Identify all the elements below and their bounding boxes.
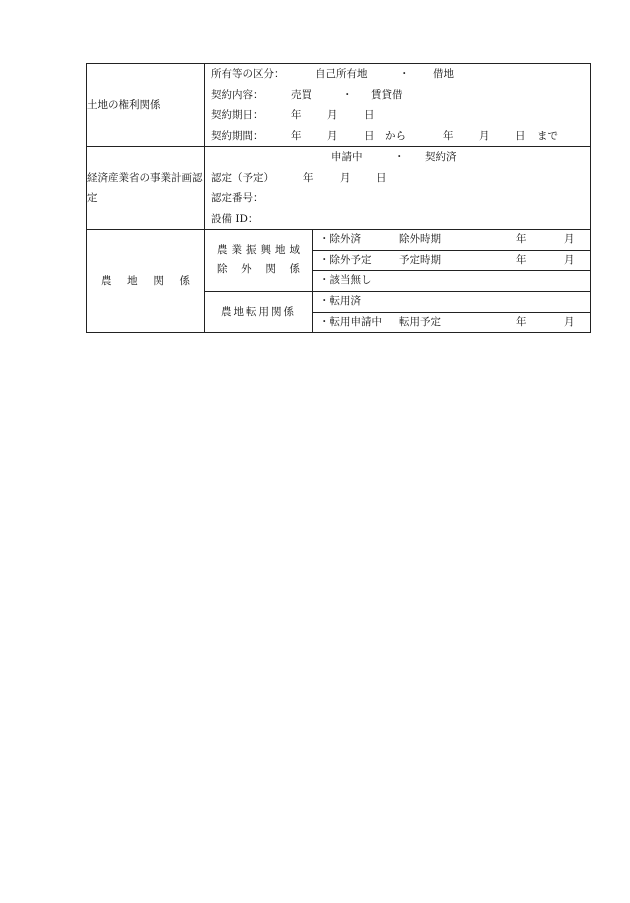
- farmland-label: 農 地 関 係: [101, 274, 190, 287]
- not-applicable-option-cell[interactable]: [313, 271, 591, 292]
- farmland-label-cell: [87, 230, 205, 333]
- conversion-applying-option-cell[interactable]: [313, 312, 591, 333]
- meti-row: [87, 147, 591, 230]
- excluded-option[interactable]: ・除外済: [319, 233, 361, 245]
- meti-equipment-label: 設備 ID：: [211, 212, 259, 225]
- ownership-label: 所有等の区分：: [211, 68, 285, 80]
- excluded-month[interactable]: 月: [564, 233, 575, 245]
- promotion-area-label-cell: [205, 230, 313, 292]
- excluded-year[interactable]: 年: [516, 233, 527, 245]
- period-start-day[interactable]: 日: [364, 129, 375, 142]
- converted-option-cell[interactable]: [313, 291, 591, 312]
- contract-option-rental[interactable]: 賃貸借: [371, 88, 403, 101]
- meti-label: 経済産業省の事業計画認定: [87, 147, 205, 230]
- planned-period-label: 予定時期: [399, 253, 441, 266]
- planned-year[interactable]: 年: [516, 253, 527, 266]
- period-end-day[interactable]: 日: [515, 129, 526, 142]
- contract-period-label: 契約期間：: [211, 129, 264, 142]
- conversion-label-cell: [205, 291, 313, 333]
- conversion-applying-option[interactable]: ・転用申請中: [319, 315, 382, 328]
- meti-status-separator: ・: [394, 151, 405, 163]
- period-end-year[interactable]: 年: [443, 129, 454, 142]
- period-from: から: [385, 129, 406, 142]
- meti-content: [205, 147, 591, 230]
- ownership-option-own[interactable]: 自己所有地: [315, 68, 368, 80]
- ownership-line: [205, 64, 590, 85]
- meti-approval-line: [205, 168, 590, 189]
- land-rights-content: [205, 64, 591, 147]
- conversion-month[interactable]: 月: [564, 315, 575, 328]
- application-form-table: [86, 63, 591, 333]
- contract-date-line: [205, 105, 590, 126]
- land-rights-label: 土地の権利関係: [87, 64, 205, 147]
- meti-number-line[interactable]: [205, 188, 590, 209]
- contract-date-month[interactable]: 月: [327, 109, 338, 121]
- contract-date-day[interactable]: 日: [364, 109, 375, 121]
- ownership-option-lease[interactable]: 借地: [433, 68, 454, 80]
- conversion-period-label: 転用予定: [399, 315, 441, 328]
- meti-approval-month[interactable]: 月: [340, 171, 351, 184]
- promotion-area-label-line2: 除 外 関 係: [217, 263, 300, 276]
- meti-equipment-line[interactable]: [205, 209, 590, 230]
- meti-status-contracted[interactable]: 契約済: [425, 151, 457, 163]
- period-start-year[interactable]: 年: [291, 129, 302, 142]
- conversion-label: 農地転用関係: [221, 306, 296, 319]
- ownership-separator: ・: [399, 68, 410, 80]
- period-end-month[interactable]: 月: [479, 129, 490, 142]
- excluded-period-label: 除外時期: [399, 233, 441, 245]
- contract-separator: ・: [342, 88, 353, 101]
- contract-label: 契約内容：: [211, 88, 264, 101]
- contract-option-sale[interactable]: 売買: [291, 88, 312, 101]
- meti-approval-label: 認定（予定）: [211, 171, 274, 184]
- meti-status-line: [205, 147, 590, 168]
- planned-option-cell[interactable]: [313, 250, 591, 271]
- converted-option[interactable]: ・転用済: [319, 294, 361, 307]
- period-until: まで: [537, 129, 558, 142]
- excluded-option-cell[interactable]: [313, 230, 591, 251]
- planned-month[interactable]: 月: [564, 253, 575, 266]
- planned-exclusion-option[interactable]: ・除外予定: [319, 253, 372, 266]
- meti-number-label: 認定番号：: [211, 192, 264, 204]
- contract-line: [205, 85, 590, 106]
- meti-approval-year[interactable]: 年: [303, 171, 314, 184]
- land-rights-row: [87, 64, 591, 147]
- contract-period-line: [205, 126, 590, 147]
- meti-status-applying[interactable]: 申請中: [331, 151, 363, 163]
- contract-date-label: 契約期日：: [211, 109, 264, 121]
- conversion-year[interactable]: 年: [516, 315, 527, 328]
- farmland-promotion-row: [87, 230, 591, 251]
- contract-date-year[interactable]: 年: [291, 109, 302, 121]
- period-start-month[interactable]: 月: [327, 129, 338, 142]
- meti-approval-day[interactable]: 日: [376, 171, 387, 184]
- not-applicable-option[interactable]: ・該当無し: [319, 274, 372, 286]
- promotion-area-label-line1: 農 業 振 興 地 域: [217, 244, 300, 257]
